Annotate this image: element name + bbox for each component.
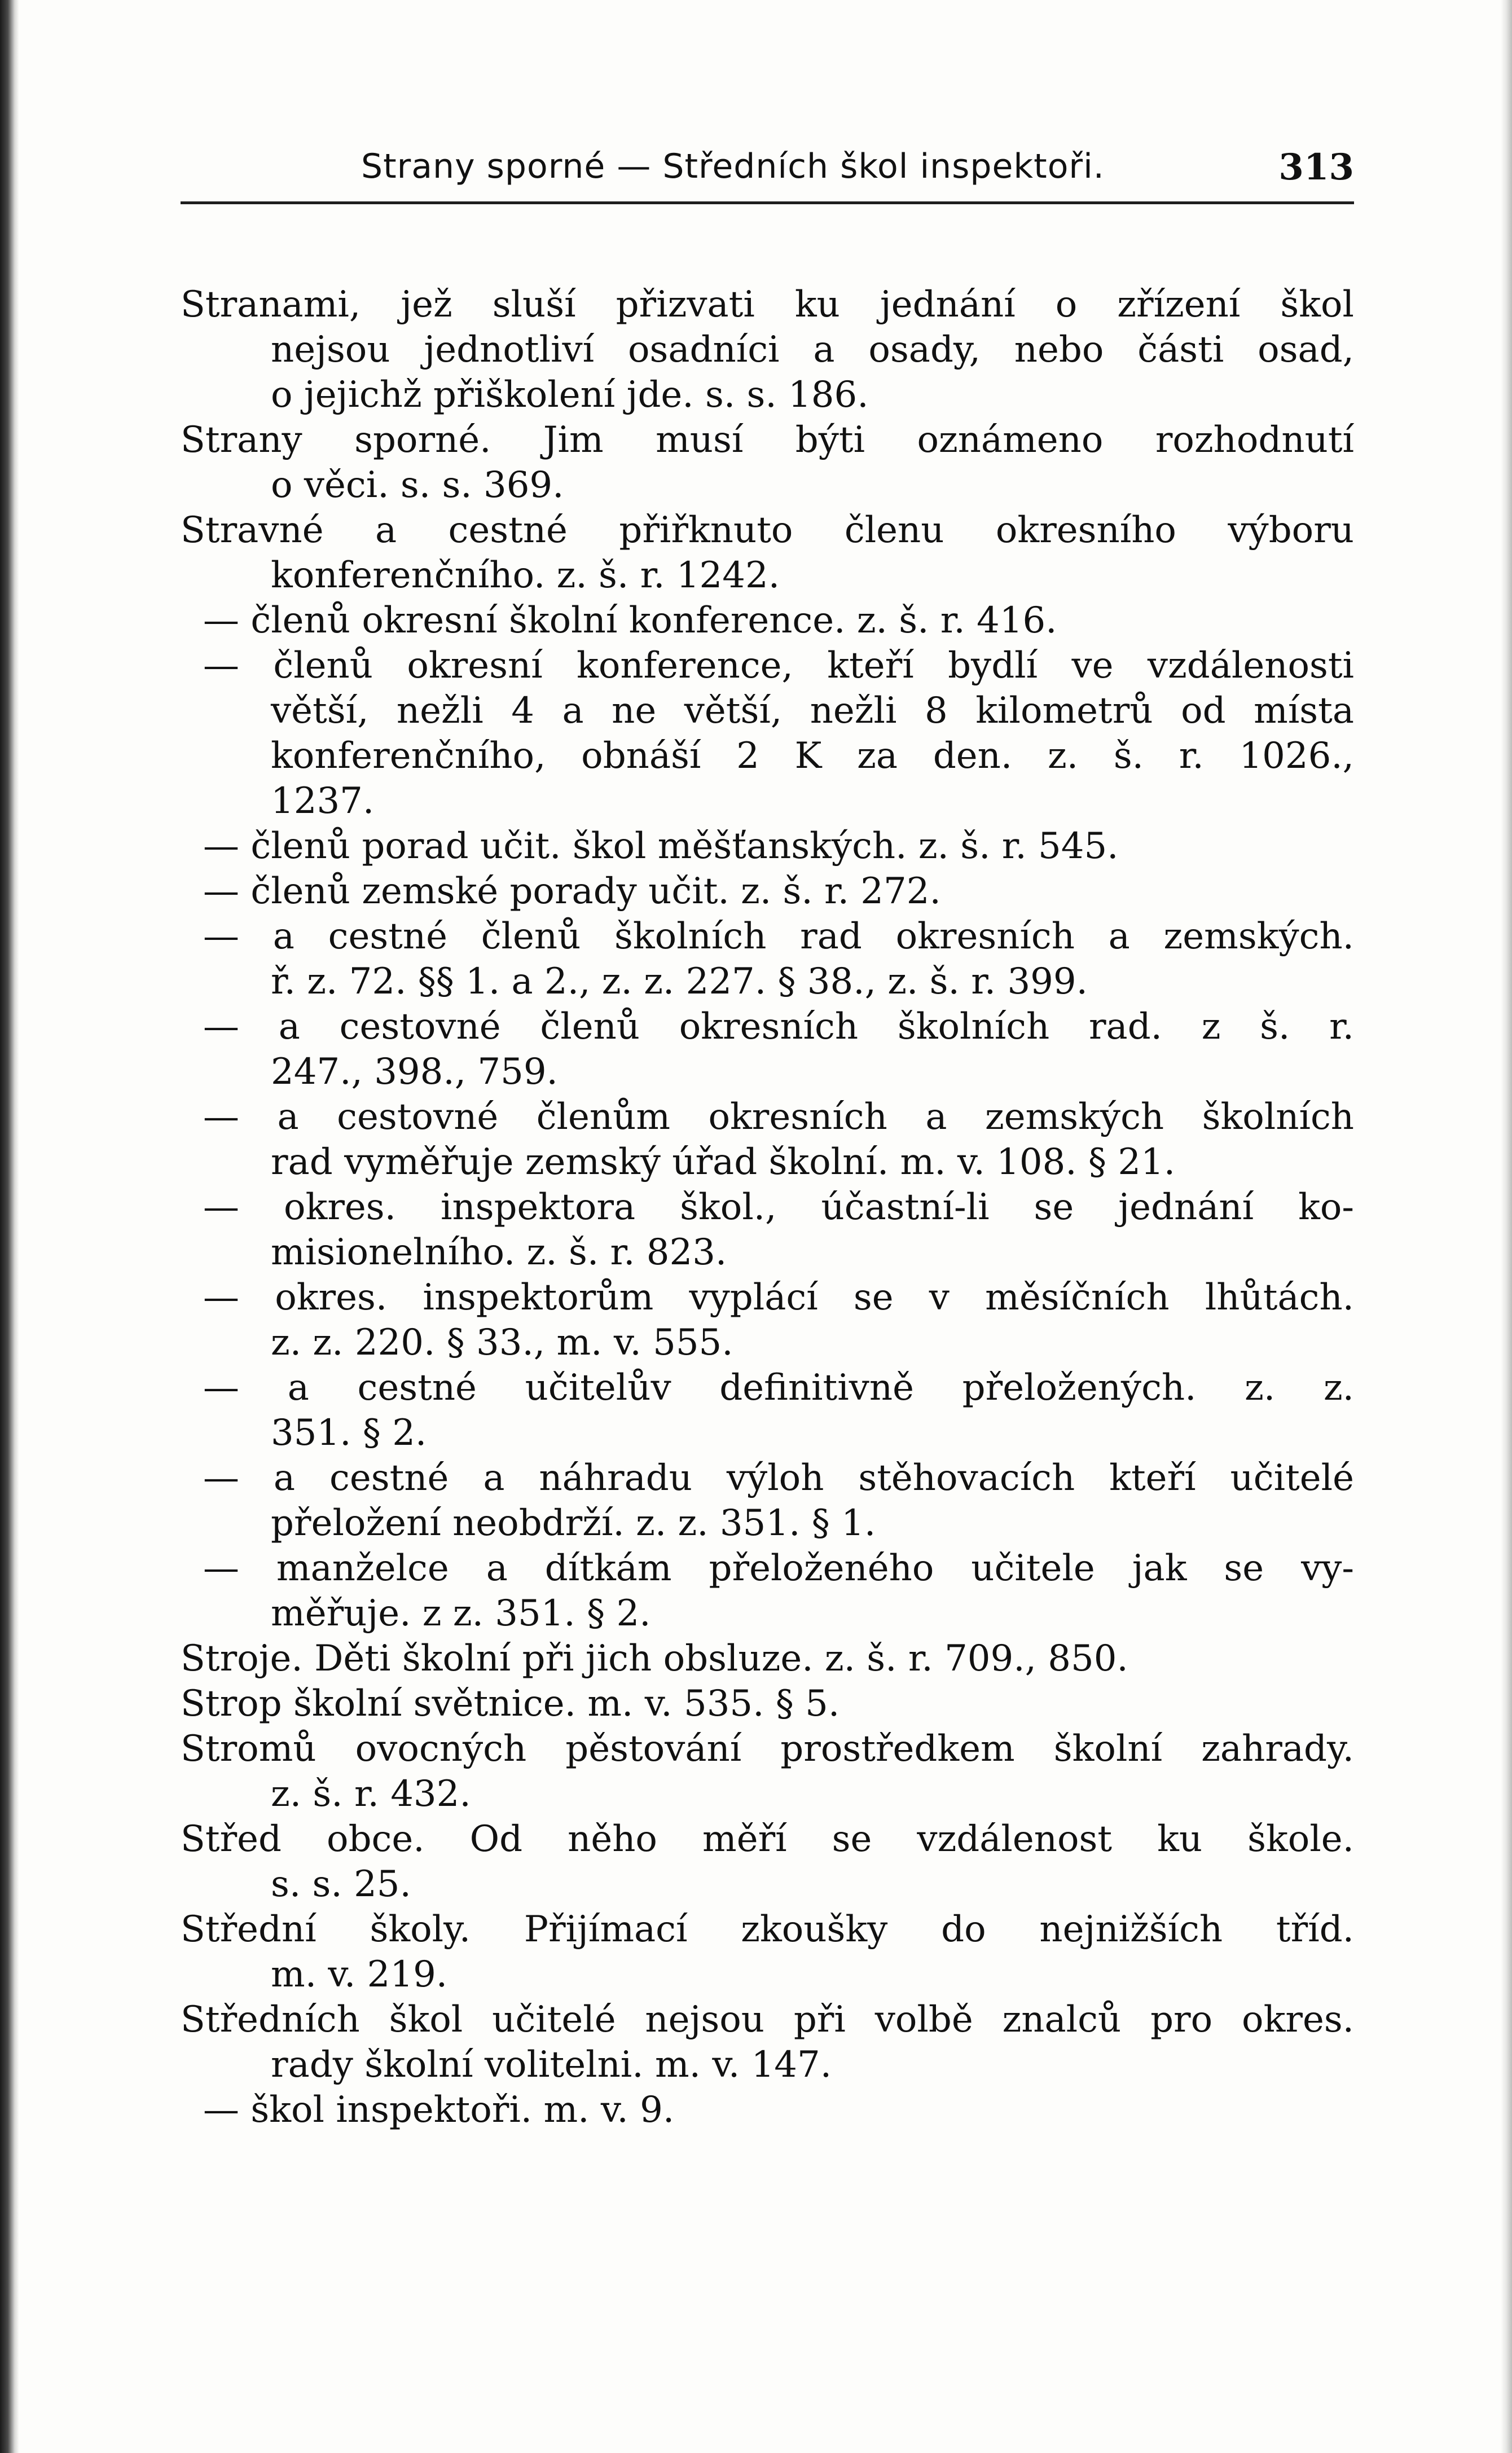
index-subentry (181, 914, 1354, 1004)
page-header (181, 144, 1354, 217)
entry-line: — členů zemské porady učit. z. š. r. 272. (203, 871, 941, 912)
index-subentry (181, 2087, 1354, 2133)
entry-line: Stromů ovocných pěstování prostředkem školní zahrady. (181, 1728, 1354, 1770)
entry-line: měřuje. z z. 351. § 2. (271, 1593, 651, 1634)
page-edge-shadow (1501, 0, 1512, 2453)
entry-line: z. z. 220. § 33., m. v. 555. (271, 1322, 733, 1364)
index-entry (181, 417, 1354, 508)
index-entry (181, 1817, 1354, 1907)
entry-line: — a cestné členů školních rad okresních a zemských. (203, 916, 1354, 957)
page-number: 313 (1278, 146, 1354, 188)
entry-line: 247., 398., 759. (271, 1051, 558, 1093)
index-subentry (181, 598, 1354, 643)
entry-line: — členů porad učit. škol měšťanských. z. š. r. 545. (203, 825, 1119, 867)
entry-line: nejsou jednotliví osadníci a osady, nebo části osad, (271, 329, 1354, 371)
index-entry (181, 508, 1354, 598)
entry-line: s. s. 25. (271, 1863, 411, 1905)
index-subentry (181, 1185, 1354, 1275)
entry-line: rady školní volitelni. m. v. 147. (271, 2044, 832, 2086)
entry-line: Strany sporné. Jim musí býti oznámeno rozhodnutí (181, 419, 1354, 461)
index-entry (181, 1636, 1354, 1681)
entry-line: rad vyměřuje zemský úřad školní. m. v. 108. § 21. (271, 1141, 1176, 1183)
header-rule (181, 201, 1354, 204)
entry-line: Strop školní světnice. m. v. 535. § 5. (181, 1683, 840, 1725)
entry-line: konferenčního. z. š. r. 1242. (271, 555, 780, 596)
entry-line: konferenčního, obnáší 2 K za den. z. š. r. 1026., (271, 735, 1354, 777)
entry-line: 351. § 2. (271, 1412, 427, 1454)
entry-line: — okres. inspektorům vyplácí se v měsíčních lhůtách. (203, 1277, 1354, 1318)
index-subentry (181, 1546, 1354, 1636)
index-subentry (181, 1456, 1354, 1546)
entry-line: — a cestné a náhradu výloh stěhovacích kteří učitelé (203, 1457, 1354, 1499)
entry-line: Střední školy. Přijímací zkoušky do nejnižších tříd. (181, 1909, 1354, 1950)
index-subentry (181, 869, 1354, 914)
entry-line: — škol inspektoři. m. v. 9. (203, 2089, 675, 2131)
entry-line: — členů okresní konference, kteří bydlí ve vzdálenosti (203, 645, 1354, 687)
entry-line: — členů okresní školní konference. z. š. r. 416. (203, 600, 1057, 641)
index-entries (181, 282, 1354, 2133)
index-subentry (181, 643, 1354, 824)
entry-line: z. š. r. 432. (271, 1773, 471, 1815)
entry-line: o jejichž přiškolení jde. s. s. 186. (271, 374, 869, 416)
entry-line: Stranami, jež sluší přizvati ku jednání o zřízení škol (181, 284, 1354, 326)
entry-line: Střed obce. Od něho měří se vzdálenost ku škole. (181, 1818, 1354, 1860)
index-entry (181, 1681, 1354, 1726)
entry-line: m. v. 219. (271, 1954, 448, 1995)
entry-line: Stravné a cestné přiřknuto členu okresního výboru (181, 509, 1354, 551)
entry-line: 1237. (271, 780, 375, 822)
entry-line: — okres. inspektora škol., účastní-li se jednání ko- (203, 1186, 1354, 1228)
index-subentry (181, 1275, 1354, 1365)
entry-line: ř. z. 72. §§ 1. a 2., z. z. 227. § 38., z. š. r. 399. (271, 961, 1088, 1003)
index-entry (181, 1726, 1354, 1817)
index-subentry (181, 1365, 1354, 1456)
page-spine-shadow (0, 0, 19, 2453)
index-subentry (181, 1004, 1354, 1094)
index-entry (181, 1907, 1354, 1997)
entry-line: větší, nežli 4 a ne větší, nežli 8 kilometrů od místa (271, 690, 1354, 732)
entry-line: misionelního. z. š. r. 823. (271, 1232, 727, 1273)
index-subentry (181, 824, 1354, 869)
index-entry (181, 282, 1354, 417)
entry-line: Stroje. Děti školní při jich obsluze. z. š. r. 709., 850. (181, 1638, 1128, 1680)
entry-line: o věci. s. s. 369. (271, 464, 564, 506)
entry-line: Středních škol učitelé nejsou při volbě znalců pro okres. (181, 1999, 1354, 2041)
index-entry (181, 1997, 1354, 2087)
entry-line: — a cestné učitelův definitivně přeložených. z. z. (203, 1367, 1354, 1409)
entry-line: — a cestovné členů okresních školních rad. z š. r. (203, 1006, 1354, 1048)
running-head: Strany sporné — Středních škol inspektoři. (361, 147, 1105, 186)
entry-line: přeložení neobdrží. z. z. 351. § 1. (271, 1502, 876, 1544)
index-subentry (181, 1094, 1354, 1185)
entry-line: — a cestovné členům okresních a zemských školních (203, 1096, 1354, 1138)
entry-line: — manželce a dítkám přeloženého učitele jak se vy- (203, 1548, 1354, 1589)
